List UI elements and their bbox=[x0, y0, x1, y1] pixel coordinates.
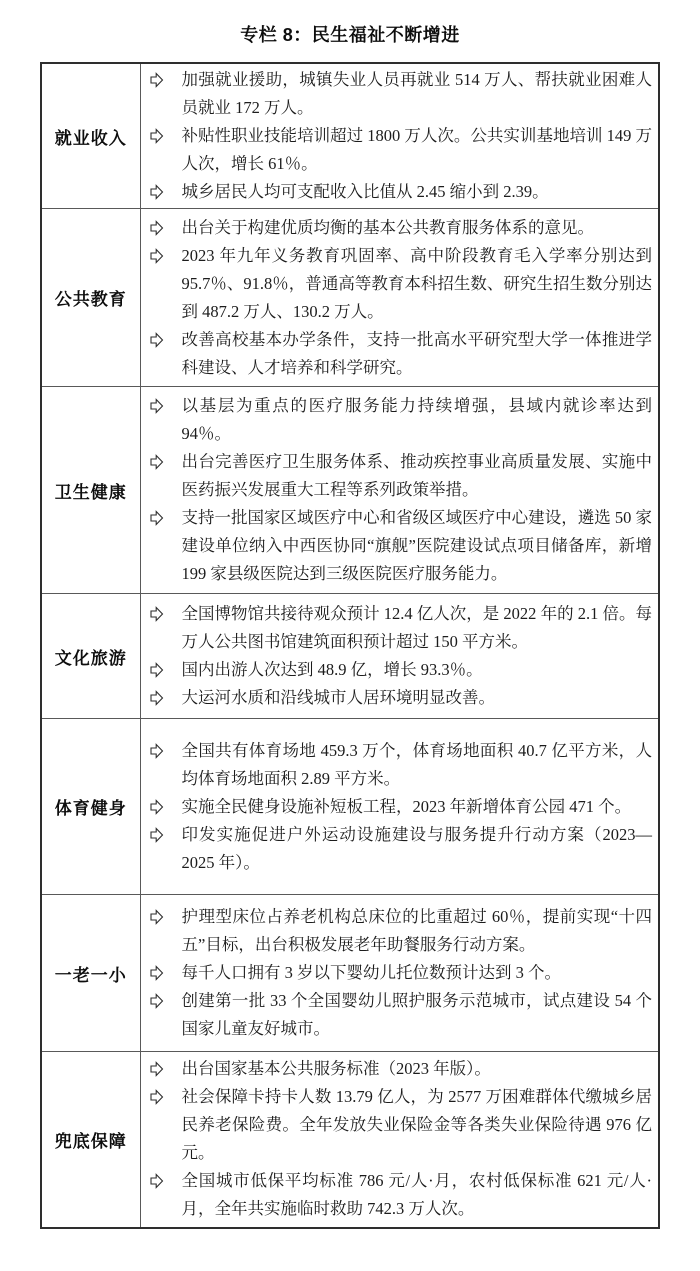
list-item bbox=[141, 1055, 653, 1083]
table-row-sports-fitness bbox=[41, 719, 659, 895]
bullet-text: 每千人口拥有 3 岁以下婴幼儿托位数预计达到 3 个。 bbox=[181, 963, 561, 982]
bullet-list bbox=[141, 737, 653, 877]
right-arrow-outline-icon bbox=[150, 332, 164, 348]
bullet-text: 出台关于构建优质均衡的基本公共教育服务体系的意见。 bbox=[181, 217, 594, 237]
bullet-text: 实施全民健身设施补短板工程，2023 年新增体育公园 471 个。 bbox=[181, 796, 632, 816]
right-arrow-outline-icon bbox=[150, 184, 164, 200]
right-arrow-outline-icon bbox=[150, 128, 164, 144]
table-row-public-education bbox=[41, 209, 659, 387]
row-label-culture-tourism: 文化旅游 bbox=[41, 594, 140, 719]
bullet-list bbox=[141, 1055, 653, 1223]
table-row-employment-income bbox=[41, 63, 659, 209]
bullet-text: 社会保障卡持卡人数 13.79 亿人，为 2577 万困难群体代缴城乡居民养老保险费。全年发放失业保险金等各类失业保险待遇 976 亿元。 bbox=[181, 1087, 652, 1163]
list-item bbox=[141, 737, 653, 793]
list-item bbox=[141, 600, 653, 656]
right-arrow-outline-icon bbox=[150, 606, 164, 622]
row-content-public-education bbox=[140, 209, 659, 387]
list-item bbox=[141, 987, 653, 1043]
list-item bbox=[141, 504, 653, 588]
bullet-text: 创建第一批 33 个全国婴幼儿照护服务示范城市，试点建设 54 个国家儿童友好城市。 bbox=[181, 991, 652, 1038]
right-arrow-outline-icon bbox=[150, 1061, 164, 1077]
right-arrow-outline-icon bbox=[150, 454, 164, 470]
right-arrow-outline-icon bbox=[150, 799, 164, 815]
list-item bbox=[141, 326, 653, 382]
list-item bbox=[141, 242, 653, 326]
list-item bbox=[141, 959, 653, 987]
table-row-culture-tourism bbox=[41, 594, 659, 719]
right-arrow-outline-icon bbox=[150, 1089, 164, 1105]
row-label-health: 卫生健康 bbox=[41, 387, 140, 594]
right-arrow-outline-icon bbox=[150, 827, 164, 843]
bullet-text: 印发实施促进户外运动设施建设与服务提升行动方案（2023—2025 年）。 bbox=[181, 824, 652, 872]
bullet-text: 全国博物馆共接待观众预计 12.4 亿人次，是 2022 年的 2.1 倍。每万人公共图书馆建筑面积预计超过 150 平方米。 bbox=[181, 604, 652, 651]
list-item bbox=[141, 793, 653, 821]
table-row-elderly-children bbox=[41, 895, 659, 1052]
right-arrow-outline-icon bbox=[150, 662, 164, 678]
row-label-employment-income: 就业收入 bbox=[41, 63, 140, 209]
bullet-list bbox=[141, 392, 653, 588]
livelihood-table-body bbox=[41, 63, 659, 1228]
bullet-list bbox=[141, 214, 653, 382]
page-title: 专栏 8：民生福祉不断增进 bbox=[240, 25, 460, 45]
bullet-text: 国内出游人次达到 48.9 亿，增长 93.3％。 bbox=[181, 660, 483, 679]
row-label-public-education: 公共教育 bbox=[41, 209, 140, 387]
bullet-text: 城乡居民人均可支配收入比值从 2.45 缩小到 2.39。 bbox=[181, 182, 549, 201]
row-label-elderly-children: 一老一小 bbox=[41, 895, 140, 1052]
list-item bbox=[141, 66, 653, 122]
row-content-elderly-children bbox=[140, 895, 659, 1052]
bullet-list bbox=[141, 600, 653, 712]
list-item bbox=[141, 1083, 653, 1167]
list-item bbox=[141, 448, 653, 504]
row-content-sports-fitness bbox=[140, 719, 659, 895]
table-row-basic-security bbox=[41, 1052, 659, 1228]
list-item bbox=[141, 1167, 653, 1223]
bullet-text: 全国共有体育场地 459.3 万个，体育场地面积 40.7 亿平方米，人均体育场地面积 2.89 平方米。 bbox=[181, 740, 652, 788]
right-arrow-outline-icon bbox=[150, 993, 164, 1009]
list-item bbox=[141, 903, 653, 959]
right-arrow-outline-icon bbox=[150, 398, 164, 414]
right-arrow-outline-icon bbox=[150, 965, 164, 981]
row-label-sports-fitness: 体育健身 bbox=[41, 719, 140, 895]
right-arrow-outline-icon bbox=[150, 72, 164, 88]
list-item bbox=[141, 684, 653, 712]
row-content-health bbox=[140, 387, 659, 594]
bullet-text: 出台国家基本公共服务标准（2023 年版）。 bbox=[181, 1059, 491, 1079]
bullet-text: 全国城市低保平均标准 786 元/人·月，农村低保标准 621 元/人·月，全年共实施临时救助 742.3 万人次。 bbox=[181, 1171, 652, 1219]
bullet-text: 2023 年九年义务教育巩固率、高中阶段教育毛入学率分别达到 95.7％、91.8％，普通高等教育本科招生数、研究生招生数分别达到 487.2 万人、130.2 万人。 bbox=[181, 245, 652, 321]
bullet-text: 加强就业援助，城镇失业人员再就业 514 万人、帮扶就业困难人员就业 172 万人。 bbox=[181, 70, 652, 117]
right-arrow-outline-icon bbox=[150, 510, 164, 526]
right-arrow-outline-icon bbox=[150, 743, 164, 759]
right-arrow-outline-icon bbox=[150, 1173, 164, 1189]
right-arrow-outline-icon bbox=[150, 248, 164, 264]
list-item bbox=[141, 122, 653, 178]
right-arrow-outline-icon bbox=[150, 220, 164, 236]
bullet-text: 支持一批国家区域医疗中心和省级区域医疗中心建设，遴选 50 家建设单位纳入中西医协同“旗舰”医院建设试点项目储备库，新增 199 家县级医院达到三级医院医疗服务能力。 bbox=[181, 508, 652, 583]
row-content-basic-security bbox=[140, 1052, 659, 1228]
right-arrow-outline-icon bbox=[150, 909, 164, 925]
right-arrow-outline-icon bbox=[150, 690, 164, 706]
bullet-list bbox=[141, 903, 653, 1043]
row-content-employment-income bbox=[140, 63, 659, 209]
bullet-text: 大运河水质和沿线城市人居环境明显改善。 bbox=[181, 688, 495, 707]
bullet-text: 出台完善医疗卫生服务体系、推动疾控事业高质量发展、实施中医药振兴发展重大工程等系列政策举措。 bbox=[181, 452, 652, 499]
bullet-text: 改善高校基本办学条件，支持一批高水平研究型大学一体推进学科建设、人才培养和科学研究。 bbox=[181, 329, 652, 377]
bullet-text: 护理型床位占养老机构总床位的比重超过 60％，提前实现“十四五”目标，出台积极发展老年助餐服务行动方案。 bbox=[181, 907, 652, 954]
bullet-list bbox=[141, 66, 653, 206]
list-item bbox=[141, 214, 653, 242]
table-row-health bbox=[41, 387, 659, 594]
list-item bbox=[141, 178, 653, 206]
row-label-basic-security: 兜底保障 bbox=[41, 1052, 140, 1228]
row-content-culture-tourism bbox=[140, 594, 659, 719]
list-item bbox=[141, 656, 653, 684]
list-item bbox=[141, 821, 653, 877]
livelihood-table bbox=[40, 62, 660, 1229]
list-item bbox=[141, 392, 653, 448]
bullet-text: 以基层为重点的医疗服务能力持续增强，县域内就诊率达到 94％。 bbox=[181, 396, 652, 443]
bullet-text: 补贴性职业技能培训超过 1800 万人次。公共实训基地培训 149 万人次，增长 61％。 bbox=[181, 126, 652, 173]
